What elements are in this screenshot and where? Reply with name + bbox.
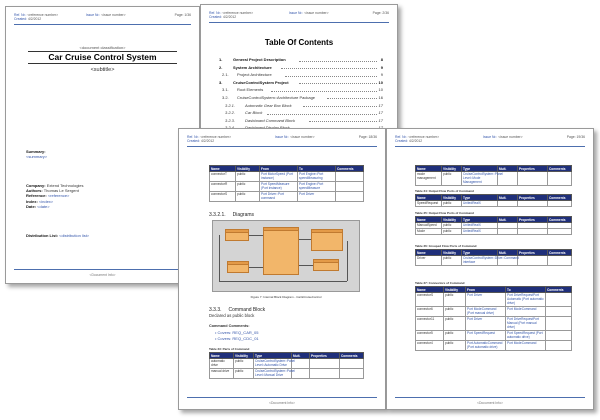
table-row: connector4 public Port AutomaticCommand (Port automatic drive) Port ModeCommand — [416, 341, 572, 351]
page-footer: <Document Info> — [179, 401, 385, 405]
diagram-connector — [249, 267, 263, 268]
output-flow-ports-table-2: Name Visibility Type Mult. Properties Comments ManualSpeed public UnitedRealX Mode public UnitedRealX — [415, 216, 572, 235]
content-page-18[interactable] — [178, 128, 386, 410]
table-row: manual drive public CruiseControlSystem::Panel Level::Manual Drive — [210, 369, 364, 379]
diagram-block — [311, 229, 343, 251]
table-row: automatic drive public CruiseControlSystem::Panel Level::Automatic Drive — [210, 359, 364, 369]
summary-block: Summary: <summary> — [26, 149, 48, 160]
declaration-text: Declared as public block — [209, 313, 255, 318]
title-rule-bottom — [28, 63, 177, 64]
document-info-block: Company: Extend Technologies Authors: Thomas Le Sergent Reference: <reference> Index: <index> Date: <date> — [26, 183, 84, 209]
toc-entry[interactable]: 3. CruiseControlSystem Project 10 — [219, 79, 383, 85]
list-item: • Covers: REQ_CDC_01 — [215, 336, 259, 341]
command-comments-label: Command Comments: — [209, 324, 250, 328]
document-subtitle: <subtitle> — [90, 67, 115, 73]
table-row: connector6 public Port ModeCommand (Port manual drive) Port ModeCommand — [416, 307, 572, 317]
page-number: Page: 18/36 — [358, 135, 377, 139]
table-row: connectorR public Port SpeedMeasure (Port instance) Port Engine::Port speedMeasure — [210, 182, 364, 192]
table-row: connector11 public Port Driver Port DriveRequestPort Manual (Port manual drive) — [416, 317, 572, 331]
section-command-block-heading: 3.3.3. Command Block — [209, 307, 266, 313]
grouped-flow-ports-table: Name Visibility Type Mult. Properties Comments Driver public CruiseControlSystem::Drive::Command interface — [415, 249, 572, 266]
content-page-19[interactable] — [386, 128, 594, 410]
diagram-connector — [347, 241, 348, 281]
figure-caption: Figure 7: Internal Block Diagram - Car&CruiseControl — [250, 295, 322, 299]
diagram-connector — [219, 235, 220, 281]
table-row: connector5 public Port SpeedRequest Port SpeedRequest (Port automatic drive) — [416, 331, 572, 341]
page-footer: <Document Info> — [6, 273, 199, 277]
page-number: Page: 2/36 — [372, 11, 389, 15]
table-row: connectorS public Port Driver::Port command Port Driver — [210, 192, 364, 202]
table-row: mode management public CruiseControlSystem::Panel Level::Mode Management — [416, 172, 572, 186]
document-classification: <document classification> — [79, 45, 126, 50]
document-title: Car Cruise Control System — [48, 52, 157, 62]
table-caption: Table 24: Output Flow Ports of Command — [415, 189, 474, 193]
diagram-block — [225, 229, 249, 241]
table-caption: Table 26: Grouped Flow Ports of Command — [415, 244, 477, 248]
page-number: Page: 1/36 — [174, 13, 191, 17]
diagram-block — [227, 261, 249, 273]
toc-entry[interactable]: 3.1. Root Elements 10 — [222, 87, 383, 93]
parts-table: Name Visibility Type Mult. Properties Comments automatic drive public CruiseControlSystem::Panel Level::Automatic Drive manual drive public CruiseControlSystem::Panel Level::Manual Drive — [209, 352, 364, 379]
table-row: connectorT public Port MotorSpeed (Port instance) Port Engine::Port speedMeasuring — [210, 172, 364, 182]
toc-page[interactable] — [200, 4, 398, 144]
output-flow-ports-table: Name Visibility Type Mult. Properties Comments SpeedRequest public UnitedRealX — [415, 194, 572, 207]
toc-entry[interactable]: 1. General Project Description 8 — [219, 57, 383, 62]
table-row: Mode public UnitedRealX — [416, 229, 572, 235]
table-row: connectorS public Port Driver Port DriveRequestPort Automatic (Port automatic drive) — [416, 293, 572, 307]
toc-entry[interactable]: 2. System Architecture 9 — [219, 64, 383, 70]
toc-entry[interactable]: 2.1. Project Architecture 9 — [222, 72, 383, 78]
connectors-table: Name Visibility From To Comments connectorT public Port MotorSpeed (Port instance) Port Engine::Port speedMeasuring connectorR public Port SpeedMeasure (Port instance) Port Engine::Port speedMeasure connectorS public Port Driver::Port command Port Driver — [209, 165, 364, 202]
diagram-connector — [299, 265, 313, 266]
list-item: • Covers: REQ_CAR_05 — [215, 330, 259, 335]
toc-entry[interactable]: 3.2.2. Car Block 17 — [225, 110, 383, 116]
connectors-of-command-table: Name Visibility From To Comments connectorS public Port Driver Port DriveRequestPort Automatic (Port automatic drive) connector6 public Port ModeCommand (Port manual drive) Port ModeCommand connector11 public Port Driver Port DriveRequestPort Manual (Port manual drive) connector5 public Port SpeedRequest Port SpeedRequest (Port automatic drive) connector4 public Port AutomaticCommand (Port automatic drive) Port ModeCommand — [415, 286, 572, 351]
parts-table-continued: Name Visibility Type Mult. Properties Comments mode management public CruiseControlSystem::Panel Level::Mode Management — [415, 165, 572, 186]
table-caption: Table 25: Output Flow Ports of Command — [415, 211, 474, 215]
page-header: Ref. Nr.: <reference number> Created: 4/2/2012 Issue Nr.: <issue number> Page: 1/36 — [14, 13, 191, 27]
page-header: Ref. Nr.: <reference number> Created: 4/2/2012 Issue Nr.: <issue number> Page: 19/36 — [395, 135, 585, 149]
diagram-block — [263, 227, 299, 275]
page-number: Page: 19/36 — [566, 135, 585, 139]
toc-entry[interactable]: 3.2. CruiseControlSystem::Architecture Package 16 — [222, 94, 383, 100]
toc-entry[interactable]: 3.2.1. Automatic Gear Box Block 17 — [225, 102, 383, 108]
page-footer: <Document Info> — [387, 401, 593, 405]
diagram-connector — [249, 235, 263, 236]
internal-block-diagram[interactable] — [212, 220, 360, 292]
cover-page[interactable] — [5, 6, 200, 284]
toc-entry[interactable]: 3.2.3. Dashboard Command Block 17 — [225, 117, 383, 123]
table-row: ManualSpeed public UnitedRealX — [416, 223, 572, 229]
toc-title: Table Of Contents — [264, 38, 334, 47]
distribution-list: Distribution List: <distribution list> — [26, 233, 90, 238]
table-row: SpeedRequest public UnitedRealX — [416, 201, 572, 207]
page-header: Ref. Nr.: <reference number> Created: 4/2/2012 Issue Nr.: <issue number> Page: 18/36 — [187, 135, 377, 149]
table-caption: Table 27: Connectors of Command — [415, 281, 465, 285]
diagram-block — [313, 259, 339, 271]
table-row: Driver public CruiseControlSystem::Drive::Command interface — [416, 256, 572, 266]
toc-list — [219, 57, 383, 133]
diagram-connector — [219, 281, 347, 282]
diagram-connector — [299, 239, 311, 240]
section-diagrams-heading: 3.3.2.1. Diagrams — [209, 212, 255, 218]
page-header: Ref. Nr.: <reference number> Created: 4/2/2012 Issue Nr.: <issue number> Page: 2/36 — [209, 11, 389, 25]
table-caption: Table 23: Parts of Command — [209, 347, 250, 351]
